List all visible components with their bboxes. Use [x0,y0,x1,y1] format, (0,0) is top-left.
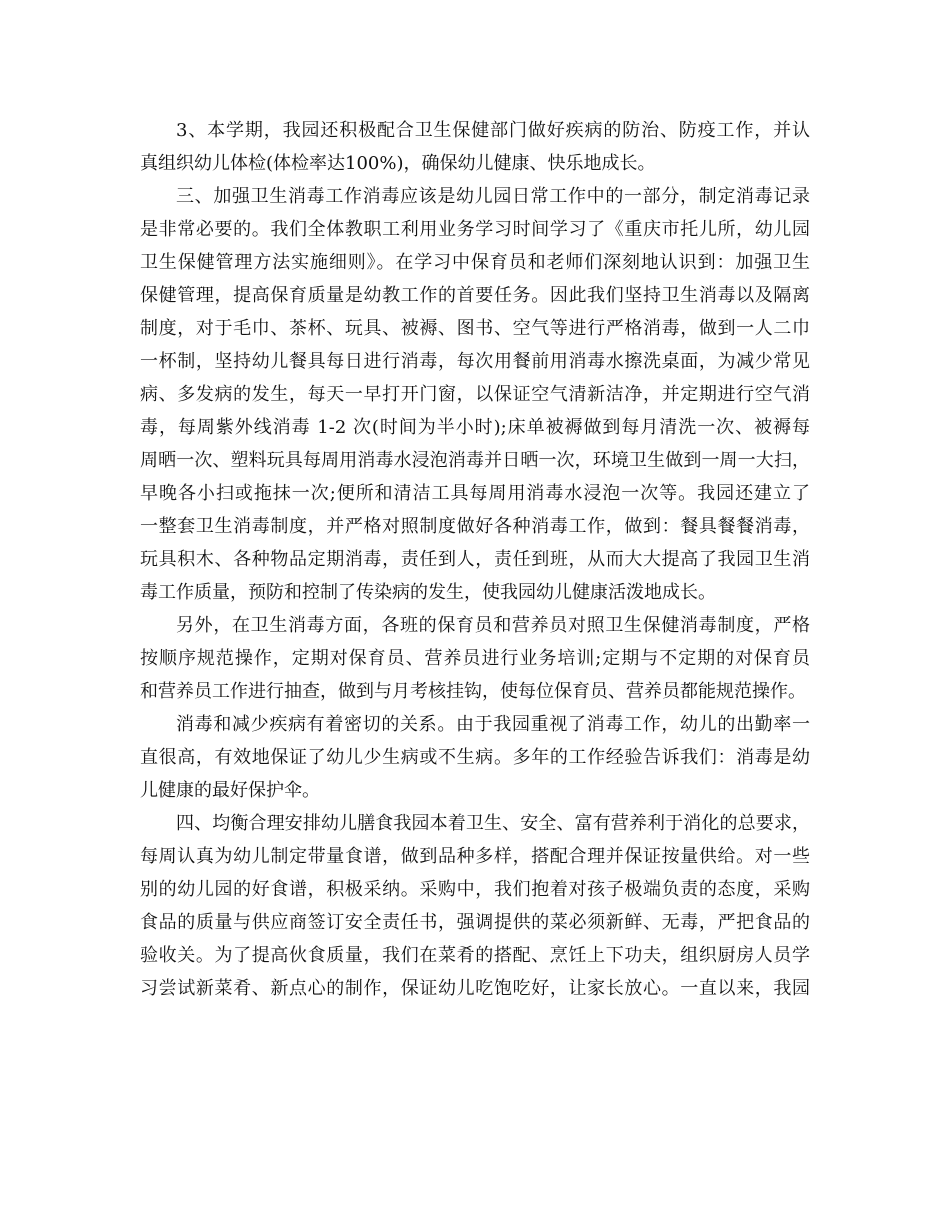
text-line: 一杯制，坚持幼儿餐具每日进行消毒，每次用餐前用消毒水擦洗桌面，为减少常见 [140,351,810,372]
text-line: 习尝试新菜肴、新点心的制作，保证幼儿吃饱吃好，让家长放心。一直以来，我园 [140,978,810,999]
paragraph-meals [140,807,810,1005]
text-line: 和营养员工作进行抽查，做到与月考核挂钩，使每位保育员、营养员都能规范操作。 [140,681,806,702]
text-line: 制度，对于毛巾、茶杯、玩具、被褥、图书、空气等进行严格消毒，做到一人二巾 [140,318,810,339]
text-line: 保健管理，提高保育质量是幼教工作的首要任务。因此我们坚持卫生消毒以及隔离 [140,285,810,306]
text-line: 毒，每周紫外线消毒 1-2 次(时间为半小时);床单被褥做到每月清洗一次、被褥每 [140,417,810,438]
text-line: 每周认真为幼儿制定带量食谱，做到品种多样，搭配合理并保证按量供给。对一些 [140,846,810,867]
text-line: 三、加强卫生消毒工作消毒应该是幼儿园日常工作中的一部分，制定消毒记录 [176,186,810,207]
text-line: 真组织幼儿体检(体检率达100%)，确保幼儿健康、快乐地成长。 [140,153,656,174]
text-line: 周晒一次、塑料玩具每周用消毒水浸泡消毒并日晒一次，环境卫生做到一周一大扫， [140,450,810,471]
text-line: 按顺序规范操作，定期对保育员、营养员进行业务培训;定期与不定期的对保育员 [140,648,810,669]
text-line: 早晚各小扫或拖抹一次;便所和清洁工具每周用消毒水浸泡一次等。我园还建立了 [140,483,810,504]
text-line: 儿健康的最好保护伞。 [140,780,320,801]
text-line: 食品的质量与供应商签订安全责任书，强调提供的菜必须新鲜、无毒，严把食品的 [140,912,810,933]
text-line: 毒工作质量，预防和控制了传染病的发生，使我园幼儿健康活泼地成长。 [140,582,716,603]
text-line: 直很高，有效地保证了幼儿少生病或不生病。多年的工作经验告诉我们：消毒是幼 [140,747,810,768]
text-line: 3、本学期，我园还积极配合卫生保健部门做好疾病的防治、防疫工作，并认 [176,120,810,141]
paragraph-disinfection [140,180,810,609]
paragraph-health-checkup [140,114,810,180]
text-line: 验收关。为了提高伙食质量，我们在菜肴的搭配、烹饪上下功夫，组织厨房人员学 [140,945,810,966]
text-line: 卫生保健管理方法实施细则》。在学习中保育员和老师们深刻地认识到：加强卫生 [140,252,810,273]
text-line: 消毒和减少疾病有着密切的关系。由于我园重视了消毒工作，幼儿的出勤率一 [176,714,810,735]
text-line: 别的幼儿园的好食谱，积极采纳。采购中，我们抱着对孩子极端负责的态度，采购 [140,879,810,900]
text-line: 玩具积木、各种物品定期消毒，责任到人，责任到班，从而大大提高了我园卫生消 [140,549,810,570]
text-line: 是非常必要的。我们全体教职工利用业务学习时间学习了《重庆市托儿所，幼儿园 [140,219,810,240]
text-line: 另外，在卫生消毒方面，各班的保育员和营养员对照卫生保健消毒制度，严格 [176,615,810,636]
text-line: 一整套卫生消毒制度，并严格对照制度做好各种消毒工作，做到：餐具餐餐消毒， [140,516,810,537]
text-line: 病、多发病的发生，每天一早打开门窗，以保证空气清新洁净，并定期进行空气消 [140,384,810,405]
paragraph-staff-operation [140,609,810,708]
document-body [140,114,810,1005]
text-line: 四、均衡合理安排幼儿膳食我园本着卫生、安全、富有营养利于消化的总要求， [176,813,810,834]
paragraph-disease-reduction [140,708,810,807]
